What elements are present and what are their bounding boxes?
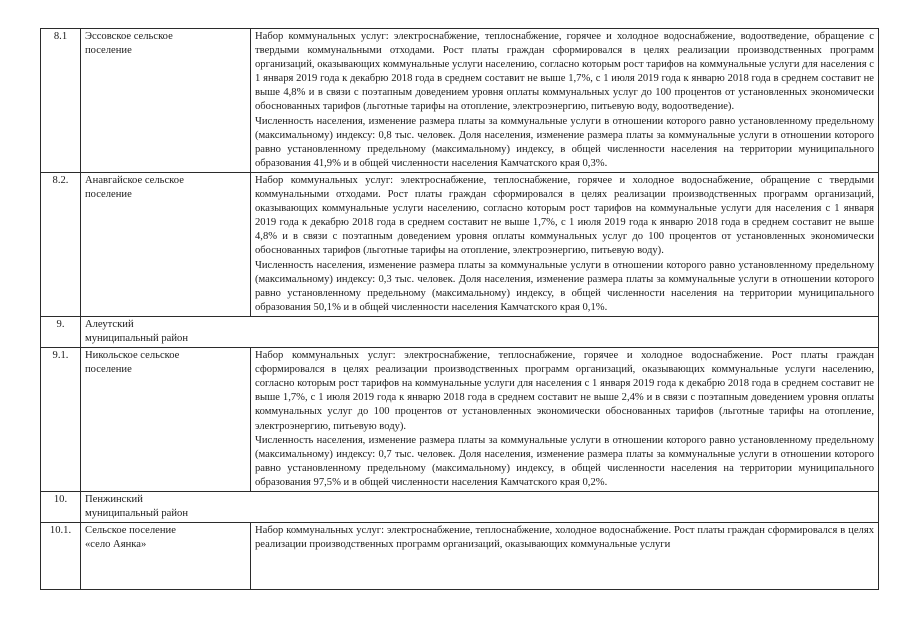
municipality-name <box>81 29 251 173</box>
municipality-name-line: поселение <box>85 364 132 376</box>
table-row <box>41 316 879 347</box>
municipality-name <box>81 172 251 316</box>
table-body <box>41 29 879 590</box>
description-paragraph: Набор коммунальных услуг: электроснабжение, теплоснабжение, горячее и холодное водоснабжение, водоотведение, обращение с твердыми коммунальными отходами. Рост платы граждан сформировался в целях реализации производственных программ организаций, оказывающих коммунальные услуги населению, согласно которым рост тарифов на коммунальные услуги для населения с 1 января 2019 года к декабрю 2018 года в среднем составит не выше 1,7%, с 1 июля 2019 года к январю 2018 года в среднем составит не выше 4,8% и в связи с поэтапным доведением уровня оплаты коммунальных услуг до 100 процентов от установленных экономически обоснованных тарифов (льготные тарифы на отопление, электроэнергию, питьевую воду, водоотведение). <box>255 31 874 113</box>
row-number: 8.1 <box>41 29 81 173</box>
row-number: 10. <box>41 492 81 523</box>
municipality-name-line: Никольское сельское <box>85 350 180 362</box>
description-paragraph: Набор коммунальных услуг: электроснабжение, теплоснабжение, горячее и холодное водоснабжение, обращение с твердыми коммунальными отходами. Рост платы граждан сформировался в целях реализации производственных программ организаций, оказывающих коммунальные услуги населению, согласно которым рост тарифов на коммунальные услуги для населения с 1 января 2019 года к декабрю 2018 года в среднем составит не выше 1,7%, с 1 июля 2019 года к январю 2018 года в среднем составит не выше 4,8% и в связи с поэтапным доведением уровня оплаты коммунальных услуг до 100 процентов от установленных экономически обоснованных тарифов (льготные тарифы на отопление, электроэнергию, питьевую воду). <box>255 174 874 257</box>
municipality-name-line: Эссовское сельское <box>85 31 173 42</box>
municipality-name-line: поселение <box>85 45 132 57</box>
municipality-name <box>81 523 251 590</box>
table-row <box>41 348 879 492</box>
tariff-description <box>251 523 879 590</box>
description-paragraph: Численность населения, изменение размера платы за коммунальные услуги в отношении которого равно установленному предельному (максимальному) индексу: 0,7 тыс. человек. Доля населения, изменение размера платы за коммунальные услуги в отношении которого равно установленному предельному (максимальному) индексу, в общей численности населения на территории муниципального образования 97,5% и в общей численности населения Камчатского края 0,2%. <box>255 434 874 488</box>
tariff-description <box>251 29 879 173</box>
description-paragraph: Набор коммунальных услуг: электроснабжение, теплоснабжение, холодное водоснабжение. Рост платы граждан сформировался в целях реализации производственных программ организаций, оказывающих коммунальные услуги <box>255 525 874 551</box>
table-row <box>41 172 879 316</box>
row-number: 10.1. <box>41 523 81 590</box>
tariff-description <box>251 348 879 492</box>
municipality-name-line: Сельское поселение <box>85 525 176 537</box>
municipality-name-line: муниципальный район <box>85 332 188 344</box>
municipality-name <box>81 316 879 347</box>
municipality-name <box>81 348 251 492</box>
table-row <box>41 492 879 523</box>
municipality-name-line: Алеутский <box>85 318 134 330</box>
municipality-name-line: муниципальный район <box>85 508 188 520</box>
municipality-name-line: Пенжинский <box>85 494 143 505</box>
description-paragraph: Набор коммунальных услуг: электроснабжение, теплоснабжение, горячее и холодное водоснабжение. Рост платы граждан сформировался в целях реализации производственных программ организаций, оказывающих коммунальные услуги населению, согласно которым рост тарифов на коммунальные услуги для населения с 1 января 2019 года к декабрю 2018 года в среднем составит не выше 1,7%, с 1 июля 2019 года к январю 2018 года в среднем составит не выше 2,4% и в связи с поэтапным доведением уровня оплаты коммунальных услуг до 100 процентов от установленных экономически обоснованных тарифов (льготные тарифы на отопление, электроэнергию, питьевую воду). <box>255 350 874 432</box>
row-number: 9.1. <box>41 348 81 492</box>
municipality-name-line: поселение <box>85 189 132 201</box>
municipality-name-line: «село Аянка» <box>85 539 147 551</box>
row-number: 9. <box>41 316 81 347</box>
table-row <box>41 29 879 173</box>
municipality-name <box>81 492 879 523</box>
description-paragraph: Численность населения, изменение размера платы за коммунальные услуги в отношении которого равно установленному предельному (максимальному) индексу: 0,3 тыс. человек. Доля населения, изменение размера платы за коммунальные услуги в отношении которого равно установленному предельному (максимальному) индексу, в общей численности населения на территории муниципального образования 50,1% и в общей численности населения Камчатского края 0,1%. <box>255 259 874 313</box>
table-row <box>41 523 879 590</box>
tariff-description <box>251 172 879 316</box>
description-paragraph: Численность населения, изменение размера платы за коммунальные услуги в отношении которого равно установленному предельному (максимальному) индексу: 0,8 тыс. человек. Доля населения, изменение размера платы за коммунальные услуги в отношении которого равно установленному предельному (максимальному) индексу, в общей численности населения на территории муниципального образования 41,9% и в общей численности населения Камчатского края 0,3%. <box>255 115 874 169</box>
municipality-name-line: Анавгайское сельское <box>85 174 184 186</box>
row-number: 8.2. <box>41 172 81 316</box>
tariff-table <box>40 28 879 590</box>
